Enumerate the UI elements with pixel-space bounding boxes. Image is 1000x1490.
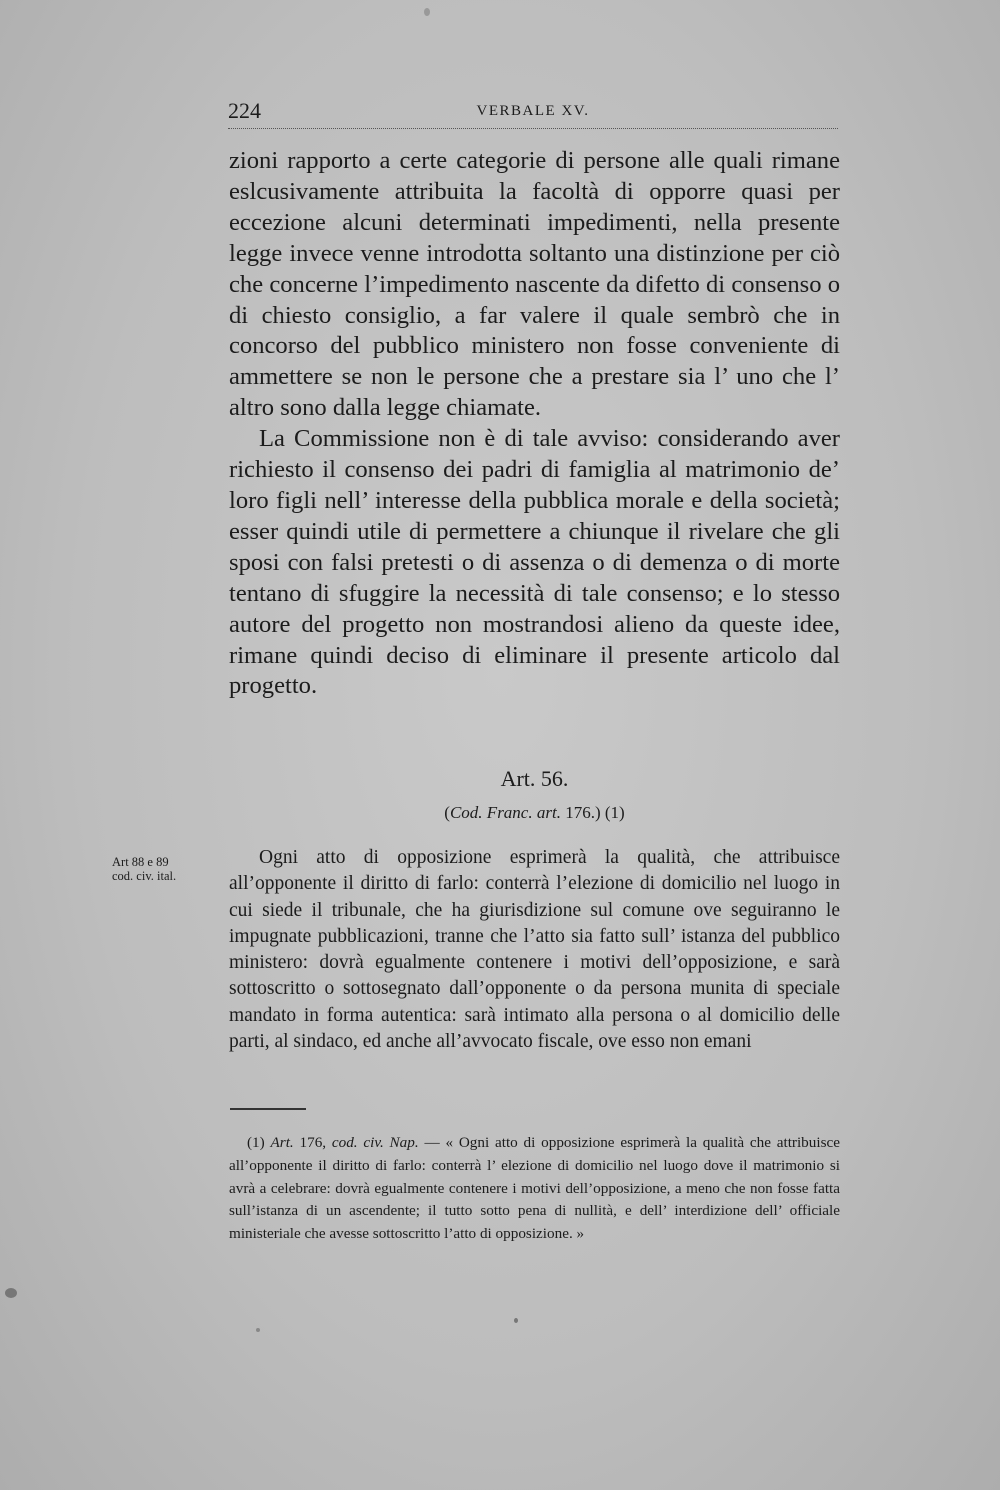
footnote [229, 1132, 840, 1246]
page-number: 224 [228, 98, 261, 123]
scan-speck [424, 8, 430, 16]
scan-speck [514, 1318, 518, 1323]
article-text: Ogni atto di opposizione esprimerà la qualità, che attribuisce all’opponente il diritto di farlo: conterrà l’elezione di domicilio nel luogo in cui siede il tribunale, che ha giurisdizione sul comune ove seguiranno le impugnate pubblicazioni, tranne che l’atto sia fatto sull’ istanza del pubblico ministero: dovrà egualmente contenere i motivi dell’opposizione, e sarà sottoscritto o sottosegnato dall’opponente o da persona munita di speciale mandato in forma autentica: sarà intimato alla persona o al domicilio delle parti, al sindaco, ed anche all’avvocato fiscale, ove esso non emani [229, 847, 840, 1053]
page-header [228, 98, 838, 129]
footnote-ref-italic: Art. [270, 1134, 294, 1151]
footnote-marker: (1) [247, 1134, 271, 1151]
body-text [229, 146, 840, 702]
scan-speck [256, 1328, 260, 1332]
scan-speck [5, 1288, 17, 1298]
article-title: Art. 56. [500, 766, 569, 791]
article-ref-open: ( [444, 803, 450, 822]
body-paragraph: zioni rapporto a certe categorie di persone alle quali rimane eslcusivamente attribuita la facoltà di opporre quasi per eccezione alcuni determinati impedimenti, nella presente legge invece venne introdotta soltanto una distinzione per ciò che concerne l’impedimento nascente da difetto di consenso o di chiesto consiglio, a far valere il quale sembrò che in concorso del pubblico ministero non fosse conveniente di ammettere se non le persone che a prestare sia l’ uno che l’ altro sono dalla legge chiamate. [229, 147, 840, 422]
margin-note-line: Art 88 e 89 [112, 855, 169, 869]
footnote-ref-mid: 176, [293, 1134, 332, 1151]
footnote-text: — « Ogni atto di opposizione esprimerà la qualità che attribuisce all’opponente il diritto di farlo: conterrà l’ elezione di domicilio nel luogo dove il matrimonio si avrà a celebrare: dovrà egualmente contenere i motivi dell’opposizione, a meno che non fosse fatta sull’istanza di un ascendente; il tutto sotto pena di nullità, e dell’ interdizione dell’ officiale ministeriale che avesse sottoscritto l’atto di opposizione. » [229, 1134, 840, 1243]
article-ref-rest: 176.) (1) [560, 803, 625, 822]
margin-note [112, 855, 212, 883]
running-head: VERBALE XV. [476, 103, 590, 119]
margin-note-line: cod. civ. ital. [112, 869, 177, 883]
body-paragraph: La Commissione non è di tale avviso: considerando aver richiesto il consenso dei padri di famiglia al matrimonio de’ loro figli nell’ interesse della pubblica morale e della società; esser quindi utile di permettere a chiunque il rivelare che gli sposi con falsi pretesti o di assenza o di demenza o di morte tentano di sfuggire la necessità di tale consenso; e lo stesso autore del progetto non mostrandosi alieno da queste idee, rimane quindi deciso di eliminare il presente articolo dal progetto. [229, 425, 840, 700]
article-ref-italic: Cod. Franc. art. [449, 803, 561, 822]
article-reference [229, 803, 840, 823]
footnote-rule [230, 1108, 306, 1110]
footnote-ref-italic: cod. civ. Nap. [331, 1134, 419, 1151]
